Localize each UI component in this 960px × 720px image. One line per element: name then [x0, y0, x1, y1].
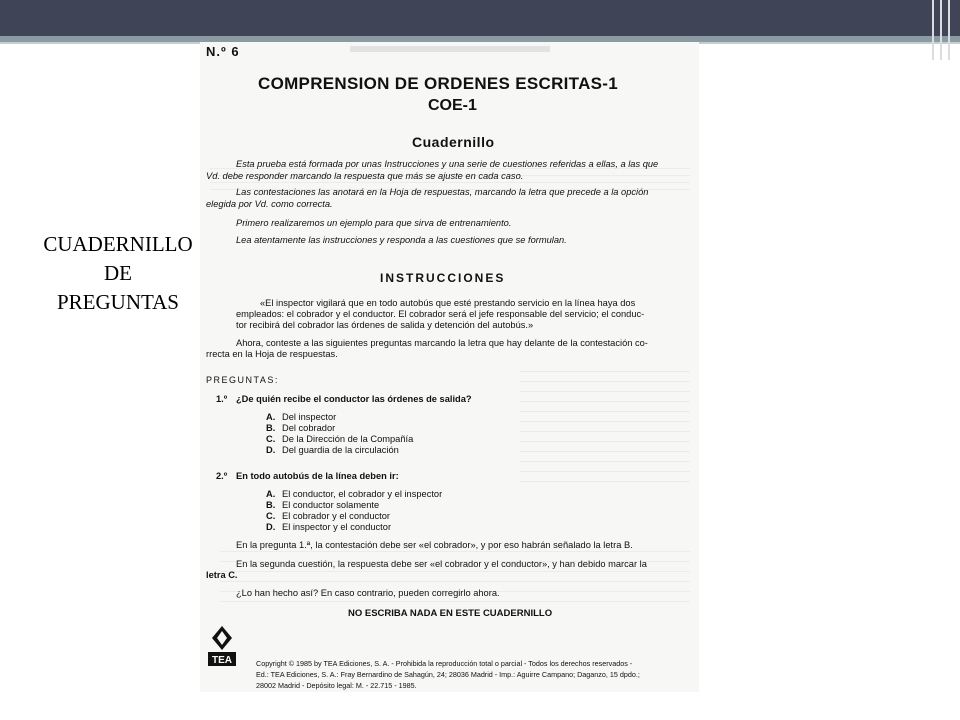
copyright-line: Ed.: TEA Ediciones, S. A.: Fray Bernardino de Sahagún, 24; 28036 Madrid - Imp.: Aguirre Campano; Daganzo, 15 dpdo.; — [256, 670, 640, 679]
slide-corner-decoration — [940, 0, 942, 60]
answer-option — [266, 500, 379, 510]
booklet-title: COMPRENSION DE ORDENES ESCRITAS-1 — [258, 74, 619, 93]
logo-text: TEA — [212, 655, 232, 666]
option-letter: C. — [266, 434, 276, 444]
warning-notice: NO ESCRIBA NADA EN ESTE CUADERNILLO — [348, 608, 553, 619]
answer-option — [266, 445, 399, 455]
questions-heading: PREGUNTAS: — [206, 375, 279, 385]
explanation-line: ¿Lo han hecho así? En caso contrario, pueden corregirlo ahora. — [236, 588, 500, 598]
answer-option — [266, 423, 335, 433]
option-letter: B. — [266, 423, 276, 433]
intro-line: Lea atentamente las instrucciones y responda a las cuestiones que se formulan. — [236, 235, 567, 245]
side-label — [28, 230, 208, 317]
option-text: El cobrador y el conductor — [282, 511, 391, 521]
instructions-line: empleados: el cobrador y el conductor. El cobrador será el jefe responsable del servicio; el conduc- — [236, 309, 645, 319]
side-label-line: CUADERNILLO — [43, 232, 193, 256]
intro-line: elegida por Vd. como correcta. — [206, 199, 333, 209]
side-label-line: PREGUNTAS — [56, 290, 179, 314]
option-text: Del guardia de la circulación — [282, 445, 399, 455]
instructions-line: tor recibirá del cobrador las órdenes de salida y detención del autobús.» — [236, 320, 534, 330]
intro-line: Vd. debe responder marcando la respuesta que más se ajuste en cada caso. — [206, 171, 524, 181]
question-number: 2.º — [216, 471, 228, 481]
option-text: El inspector y el conductor — [282, 522, 392, 532]
answer-option — [266, 511, 390, 521]
intro-line: Las contestaciones las anotará en la Hoja de respuestas, marcando la letra que precede a la opción — [236, 187, 649, 197]
instructions-line: Ahora, conteste a las siguientes preguntas marcando la letra que hay delante de la contestación co- — [236, 338, 648, 348]
option-letter: D. — [266, 522, 276, 532]
option-letter: A. — [266, 489, 276, 499]
side-label-line: DE — [104, 261, 132, 285]
option-text: Del inspector — [282, 412, 337, 422]
answer-option — [266, 489, 442, 499]
answer-option — [266, 412, 336, 422]
scanned-booklet-page — [200, 42, 699, 692]
instructions-heading: INSTRUCCIONES — [380, 271, 506, 285]
question-number: 1.º — [216, 394, 228, 404]
explanation-line: En la segunda cuestión, la respuesta debe ser «el cobrador y el conductor», y han debido marcar la — [236, 559, 647, 569]
explanation-line: letra C. — [206, 570, 238, 580]
booklet-code: COE-1 — [428, 97, 477, 114]
explanation-line: En la pregunta 1.ª, la contestación debe ser «el cobrador», y por eso habrán señalado la letra B. — [236, 540, 633, 550]
booklet-subtitle: Cuadernillo — [412, 134, 495, 150]
option-letter: C. — [266, 511, 276, 521]
option-letter: D. — [266, 445, 276, 455]
copyright-line: Copyright © 1985 by TEA Ediciones, S. A. - Prohibida la reproducción total o parcial - Todos los derechos reservados - — [256, 659, 633, 668]
answer-option — [266, 522, 391, 532]
option-text: El conductor, el cobrador y el inspector — [282, 489, 443, 499]
option-text: El conductor solamente — [282, 500, 380, 510]
option-letter: A. — [266, 412, 276, 422]
instructions-line: rrecta en la Hoja de respuestas. — [206, 349, 338, 359]
intro-line: Primero realizaremos un ejemplo para que sirva de entrenamiento. — [236, 218, 512, 228]
booklet-number: N.º 6 — [206, 44, 240, 59]
show-through-mark — [350, 46, 550, 52]
question-text: En todo autobús de la línea deben ir: — [236, 471, 399, 481]
copyright-line: 28002 Madrid - Depósito legal: M. - 22.715 - 1985. — [256, 681, 417, 690]
tea-logo-icon — [206, 624, 238, 668]
slide-corner-decoration — [948, 0, 950, 60]
option-text: De la Dirección de la Compañía — [282, 434, 414, 444]
option-text: Del cobrador — [282, 423, 336, 433]
slide-corner-decoration — [932, 0, 934, 60]
intro-line: Esta prueba está formada por unas Instrucciones y una serie de cuestiones referidas a ellas, a las que — [236, 159, 659, 169]
instructions-line: «El inspector vigilará que en todo autobús que esté prestando servicio en la línea haya dos — [260, 298, 636, 308]
option-letter: B. — [266, 500, 276, 510]
question-text: ¿De quién recibe el conductor las órdenes de salida? — [236, 394, 472, 404]
answer-option — [266, 434, 413, 444]
slide-top-bar — [0, 0, 960, 36]
show-through-mark — [520, 362, 690, 482]
